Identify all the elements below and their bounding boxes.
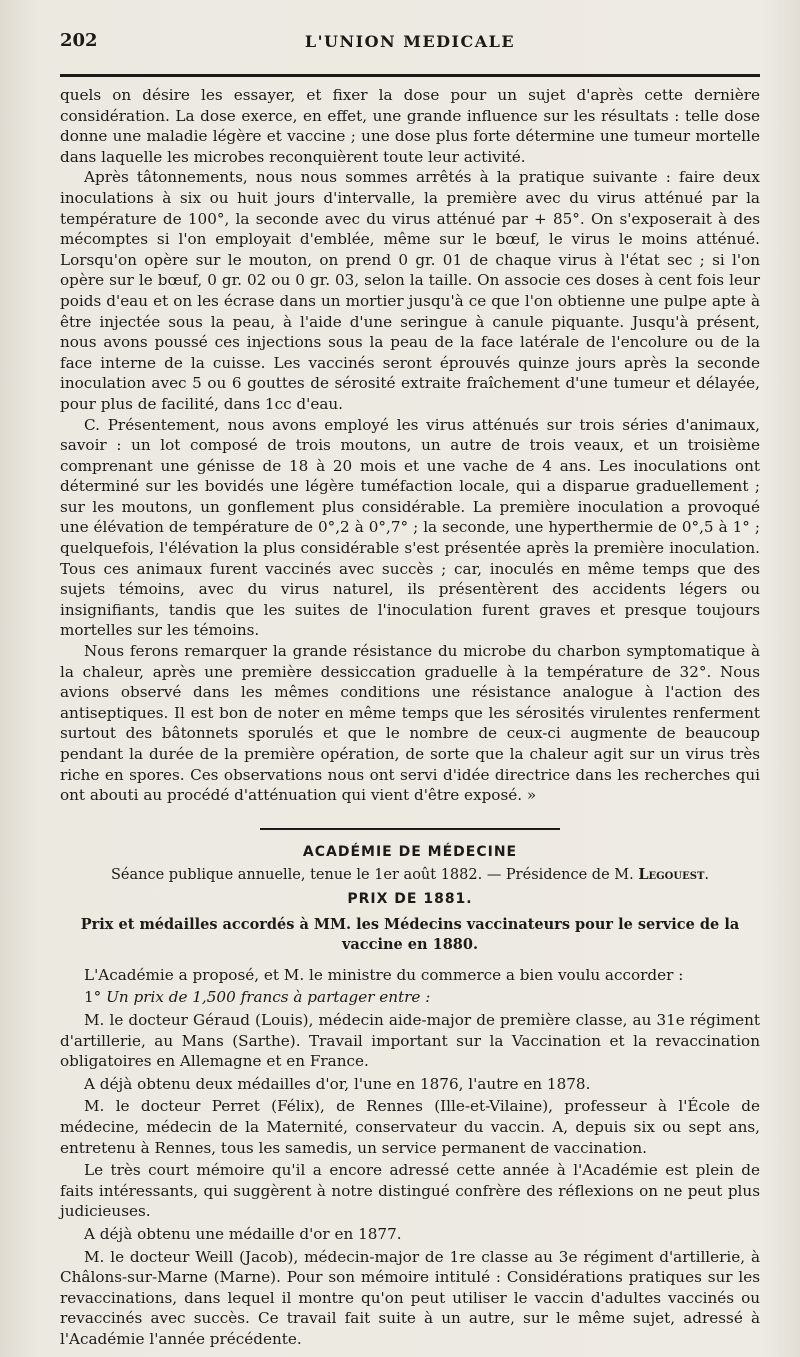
award-entry: M. le docteur Géraud (Louis), médecin aide-major de première classe, au 31e régiment d'artillerie, au Mans (Sarthe). Travail important sur la Vaccination et la revaccination obligatoires en Allemagne et en France. xyxy=(60,1010,760,1071)
journal-title: L'UNION MEDICALE xyxy=(304,32,516,51)
session-end: . xyxy=(704,866,710,883)
session-text: Séance publique annuelle, tenue le 1er août 1882. — Présidence de M. xyxy=(110,866,639,883)
award-entry: A déjà obtenu deux médailles d'or, l'une en 1876, l'autre en 1878. xyxy=(84,1074,591,1093)
award-heading: Prix et médailles accordés à MM. les Médecins vaccinateurs pour le service de la vaccine en 1880. xyxy=(80,915,740,953)
president-name: Legouest xyxy=(638,865,705,883)
paragraph: Après tâtonnements, nous nous sommes arrêtés à la pratique suivante : faire deux inoculations à six ou huit jours d'intervalle, la première avec du virus atténué par la température de 100°, la seconde avec du virus atténué par + 85°. On s'exposerait à des mécomptes si l'on employait d'emblée, même sur le bœuf, le virus le moins atténué. Lorsqu'on opère sur le mouton, on prend 0 gr. 01 de chaque virus à l'état sec ; si l'on opère sur le bœuf, 0 gr. 02 ou 0 gr. 03, selon la taille. On associe ces doses à cent fois leur poids d'eau et on les écrase dans un mortier jusqu'à ce que l'on obtienne une pulpe apte à être injectée sous la peau, à l'aide d'une seringue à canule piquante. Jusqu'à présent, nous avons poussé ces injections sous la peau de la face latérale de l'encolure ou de la face interne de la cuisse. Les vaccinés seront éprouvés quinze jours après la seconde inoculation avec 5 ou 6 gouttes de sérosité extraite fraîchement d'une tumeur et délayée, pour plus de facilité, dans 1cc d'eau. xyxy=(60,168,760,413)
prize-line xyxy=(60,987,760,1008)
award-entry: M. le docteur Perret (Félix), de Rennes (Ille-et-Vilaine), professeur à l'École de médecine, médecin de la Maternité, conservateur du vaccin. A, depuis six ou sept ans, entretenu à Rennes, tous les samedis, un service permanent de vaccination. xyxy=(60,1097,760,1157)
paragraph: C. Présentement, nous avons employé les virus atténués sur trois séries d'animaux, savoir : un lot composé de trois moutons, un autre de trois veaux, et un troisième comprenant une génisse de 18 à 20 mois et une vache de 4 ans. Les inoculations ont déterminé sur les bovidés une légère tuméfaction locale, qui a disparue graduellement ; sur les moutons, un gonflement plus considérable. La première inoculation a provoqué une élévation de température de 0°,2 à 0°,7° ; la seconde, une hyperthermie de 0°,5 à 1° ; quelquefois, l'élévation la plus considérable s'est présentée après la première inoculation. Tous ces animaux furent vaccinés avec succès ; car, inoculés en même temps que des sujets témoins, avec du virus naturel, ils présentèrent des accidents légers ou insignifiants, tandis que les suites de l'inoculation furent graves et presque toujours mortelles sur les témoins. xyxy=(60,415,760,640)
page-header xyxy=(60,14,760,58)
header-rule xyxy=(60,74,760,77)
article-body xyxy=(60,85,760,806)
academy-title: ACADÉMIE DE MÉDECINE xyxy=(302,843,518,860)
session-line xyxy=(60,866,760,883)
paragraph: quels on désire les essayer, et fixer la dose pour un sujet d'après cette dernière considération. La dose exerce, en effet, une grande influence sur les résultats : telle dose donne une maladie légère et vaccine ; une dose plus forte détermine une tumeur mortelle dans laquelle les microbes reconquièrent toute leur activité. xyxy=(60,86,760,166)
prize-text: Un prix de 1,500 francs à partager entre : xyxy=(106,988,431,1007)
prize-title: PRIX DE 1881. xyxy=(347,890,473,907)
award-entry: M. le docteur Weill (Jacob), médecin-major de 1re classe au 3e régiment d'artillerie, à Châlons-sur-Marne (Marne). Pour son mémoire intitulé : Considérations pratiques sur les revaccinations, dans lequel il montre qu'on peut utiliser le vaccin d'adultes vaccinés ou revaccinés avec succès. Ce travail fait suite à un autre, sur le même sujet, adressé à l'Académie l'année précédente. xyxy=(60,1247,760,1348)
page-number: 202 xyxy=(60,30,98,51)
award-entry: A déjà obtenu une médaille d'or en 1877. xyxy=(84,1224,402,1243)
award-entry: Le très court mémoire qu'il a encore adressé cette année à l'Académie est plein de faits intéressants, qui suggèrent à notre distingué confrère des réflexions on ne peut plus judicieuses. xyxy=(60,1161,760,1221)
paragraph: Nous ferons remarquer la grande résistance du microbe du charbon symptomatique à la chaleur, après une première dessiccation graduelle à la température de 32°. Nous avions observé dans les mêmes conditions une résistance analogue à l'action des antiseptiques. Il est bon de noter en même temps que les sérosités virulentes renferment surtout des bâtonnets sporulés et que le nombre de ceux-ci augmente de beaucoup pendant la durée de la première opération, de sorte que la chaleur agit sur un virus très riche en spores. Ces observations nous ont servi d'idée directrice dans les recherches qui ont abouti au procédé d'atténuation qui vient d'être exposé. » xyxy=(60,642,760,805)
awards-intro: L'Académie a proposé, et M. le ministre du commerce a bien voulu accorder : xyxy=(84,965,684,984)
awards-body xyxy=(60,965,760,1350)
prize-number: 1° xyxy=(84,988,102,1007)
section-divider xyxy=(260,828,560,830)
